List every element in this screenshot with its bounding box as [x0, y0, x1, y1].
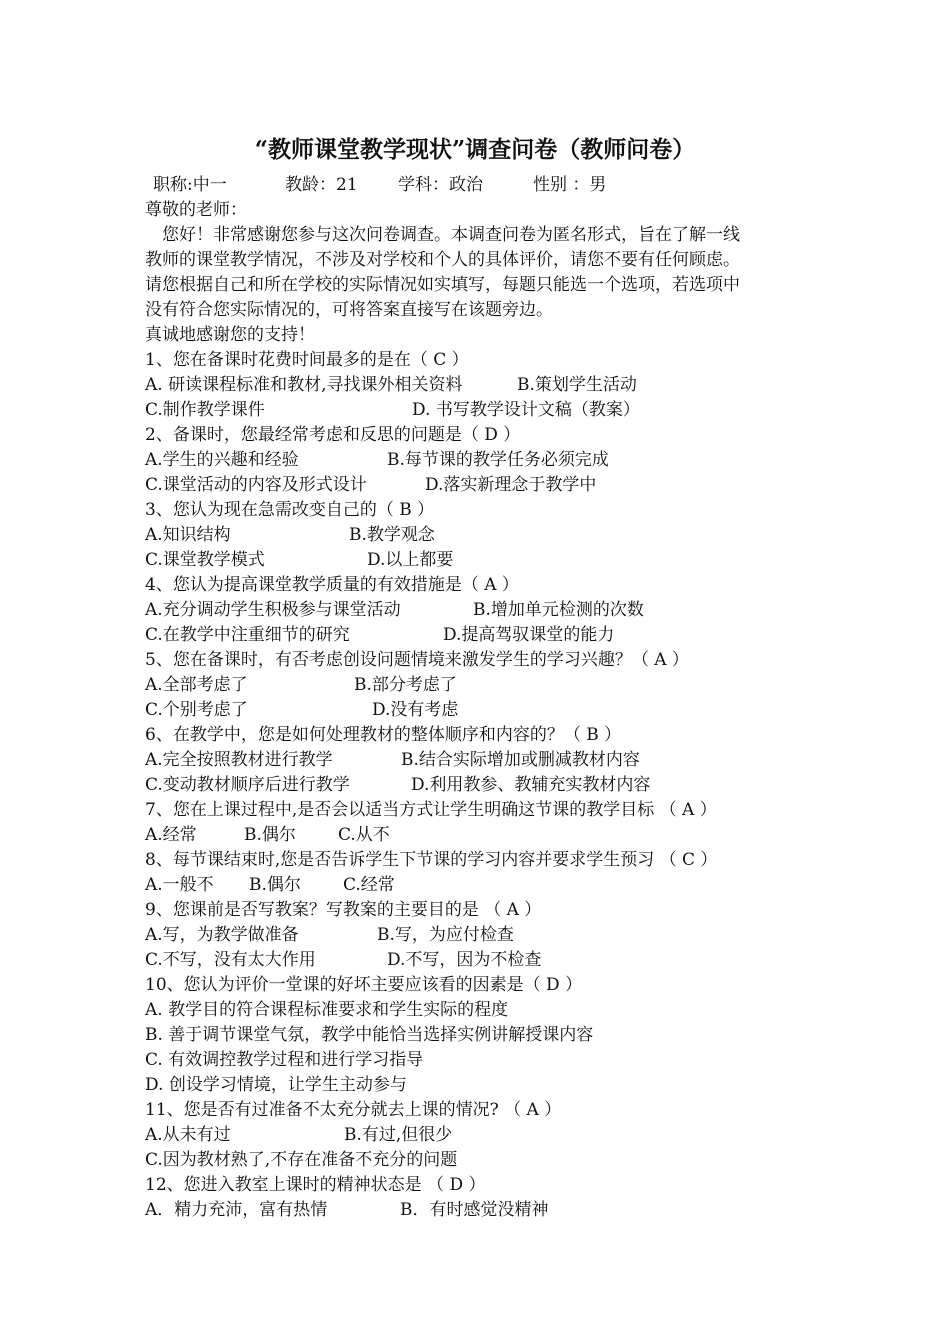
question-text: 3、您认为现在急需改变自己的（ B ）: [145, 500, 435, 520]
page-title: “教师课堂教学现状”调查问卷（教师问卷）: [254, 136, 696, 163]
option: D.提高驾驭课堂的能力: [443, 625, 615, 645]
option: D. 书写教学设计文稿（教案）: [412, 400, 640, 420]
option: A. 研读课程标准和教材,寻找课外相关资料: [145, 375, 463, 395]
option: A.全部考虑了: [145, 675, 248, 695]
question-text: 12、您进入教室上课时的精神状态是 （ D ）: [145, 1175, 486, 1195]
option: B. 善于调节课堂气氛，教学中能恰当选择实例讲解授课内容: [145, 1025, 594, 1045]
intro-line: 请您根据自己和所在学校的实际情况如实填写，每题只能选一个选项，若选项中: [145, 275, 740, 295]
option: A．精力充沛，富有热情: [145, 1200, 328, 1220]
intro-line: 教师的课堂教学情况，不涉及对学校和个人的具体评价，请您不要有任何顾虑。: [145, 250, 740, 270]
option: D. 创设学习情境，让学生主动参与: [145, 1075, 407, 1095]
intro-line: 您好！非常感谢您参与这次问卷调查。本调查问卷为匿名形式，旨在了解一线: [162, 225, 740, 245]
option: D.没有考虑: [372, 700, 459, 720]
option: C.从不: [338, 825, 390, 845]
question-text: 1、您在备课时花费时间最多的是在（ C ）: [145, 350, 469, 370]
option: C.变动教材顺序后进行教学: [145, 775, 350, 795]
question-text: 4、您认为提高课堂教学质量的有效措施是（ A ）: [145, 575, 519, 595]
option: A.一般不: [145, 875, 214, 895]
option: C.在教学中注重细节的研究: [145, 625, 350, 645]
option: C.经常: [343, 875, 395, 895]
info-gender: 性别 ：男: [533, 175, 607, 195]
option: A.充分调动学生积极参与课堂活动: [145, 600, 401, 620]
option: A.完全按照教材进行教学: [145, 750, 333, 770]
info-subject: 学科：政治: [398, 175, 483, 195]
question-text: 7、您在上课过程中,是否会以适当方式让学生明确这节课的教学目标 （ A ）: [145, 800, 717, 820]
option: B.偶尔: [244, 825, 296, 845]
option: B.策划学生活动: [517, 375, 637, 395]
greeting: 尊敬的老师：: [145, 200, 247, 220]
option: D.利用教参、教辅充实教材内容: [411, 775, 651, 795]
option: C.不写，没有太大作用: [145, 950, 316, 970]
option: B.有过,但很少: [344, 1125, 453, 1145]
option: B．有时感觉没精神: [400, 1200, 549, 1220]
question-text: 9、您课前是否写教案？写教案的主要目的是 （ A ）: [145, 900, 542, 920]
option: B.偶尔: [249, 875, 301, 895]
option: D.不写，因为不检查: [387, 950, 542, 970]
option: A.写，为教学做准备: [145, 925, 299, 945]
option: A.经常: [145, 825, 197, 845]
question-text: 8、每节课结束时,您是否告诉学生下节课的学习内容并要求学生预习 （ C ）: [145, 850, 718, 870]
option: A.知识结构: [145, 525, 231, 545]
option: A.从未有过: [145, 1125, 231, 1145]
question-text: 2、备课时，您最经常考虑和反思的问题是（ D ）: [145, 425, 521, 445]
question-text: 10、您认为评价一堂课的好坏主要应该看的因素是（ D ）: [145, 975, 583, 995]
option: C.课堂活动的内容及形式设计: [145, 475, 367, 495]
info-title: 职称:中一: [153, 175, 227, 195]
option: C. 有效调控教学过程和进行学习指导: [145, 1050, 424, 1070]
option: D.落实新理念于教学中: [425, 475, 597, 495]
option: B.结合实际增加或删减教材内容: [401, 750, 640, 770]
option: C.课堂教学模式: [145, 550, 265, 570]
question-text: 11、您是否有过准备不太充分就去上课的情况? （ A ）: [145, 1100, 562, 1120]
option: B.教学观念: [349, 525, 435, 545]
question-text: 6、在教学中，您是如何处理教材的整体顺序和内容的？（ B ）: [145, 725, 622, 745]
option: B.写，为应付检查: [377, 925, 514, 945]
option: B.部分考虑了: [354, 675, 457, 695]
option: B.每节课的教学任务必须完成: [387, 450, 609, 470]
option: A.学生的兴趣和经验: [145, 450, 299, 470]
option: C.制作教学课件: [145, 400, 265, 420]
thanks-line: 真诚地感谢您的支持！: [145, 325, 315, 345]
option: C.因为教材熟了,不存在准备不充分的问题: [145, 1150, 458, 1170]
option: A. 教学目的符合课程标准要求和学生实际的程度: [145, 1000, 509, 1020]
intro-line: 没有符合您实际情况的，可将答案直接写在该题旁边。: [145, 300, 553, 320]
info-years: 教龄：21: [285, 175, 358, 195]
question-text: 5、您在备课时，有否考虑创设问题情境来激发学生的学习兴趣？（ A ）: [145, 650, 689, 670]
option: B.增加单元检测的次数: [473, 600, 644, 620]
option: C.个别考虑了: [145, 700, 248, 720]
option: D.以上都要: [367, 550, 454, 570]
